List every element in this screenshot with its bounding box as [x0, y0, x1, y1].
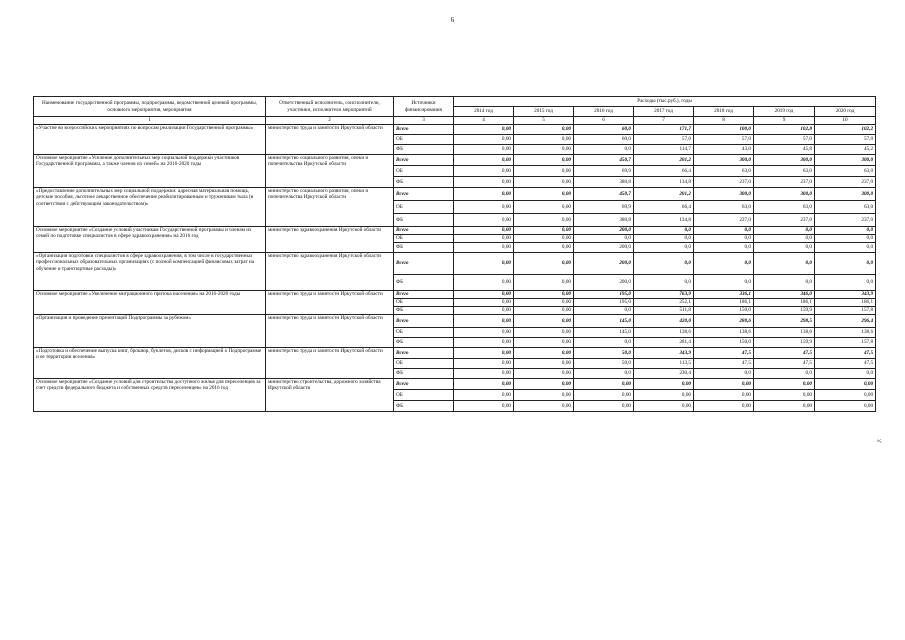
- activity-name: «Организация и проведение презентаций Подпрограммы за рубежом»: [34, 315, 266, 348]
- expense-value: 511,8: [634, 307, 694, 315]
- expense-value: 0,00: [454, 177, 514, 188]
- funding-source: ФБ: [394, 177, 454, 188]
- expense-value: 113,5: [634, 359, 694, 369]
- expense-value: 0,00: [514, 338, 574, 348]
- expense-value: 0,00: [514, 188, 574, 201]
- expense-value: 763,9: [634, 291, 694, 299]
- expense-value: 0,00: [454, 145, 514, 155]
- expense-value: 63,0: [815, 166, 876, 177]
- expense-value: 0,0: [754, 275, 815, 291]
- expense-value: 0,0: [694, 275, 754, 291]
- expense-value: 138,6: [815, 328, 876, 338]
- funding-source: ФБ: [394, 338, 454, 348]
- expense-value: 45,2: [815, 145, 876, 155]
- funding-source: ФБ: [394, 214, 454, 227]
- expense-value: 0,00: [514, 166, 574, 177]
- expense-value: 0,00: [815, 401, 876, 412]
- expense-value: 63,0: [754, 166, 815, 177]
- funding-source: ФБ: [394, 369, 454, 379]
- expense-value: 150,0: [694, 307, 754, 315]
- expense-value: 195,0: [574, 299, 634, 307]
- expense-value: 0,00: [514, 253, 574, 275]
- expense-value: 0,00: [454, 307, 514, 315]
- expense-value: 0,0: [815, 275, 876, 291]
- expense-value: 343,9: [634, 348, 694, 359]
- expense-value: 0,00: [454, 214, 514, 227]
- activity-name: Основное мероприятие «Создание условий для строительства доступного жилья для переселенцев за счет средств федерального бюджета и собственных средств переселенцев» на 2016 год: [34, 379, 266, 412]
- funding-source: Всего: [394, 315, 454, 328]
- expense-value: 0,0: [694, 235, 754, 243]
- expense-value: 0,0: [815, 235, 876, 243]
- expense-value: 288,6: [694, 315, 754, 328]
- expense-value: 0,00: [514, 359, 574, 369]
- table-row: [34, 291, 876, 299]
- expense-value: 380,8: [574, 214, 634, 227]
- expense-value: 0,00: [514, 135, 574, 145]
- expense-value: 43,0: [694, 145, 754, 155]
- column-number: 10: [815, 117, 876, 125]
- expense-value: 0,0: [754, 253, 815, 275]
- activity-name: «Организация подготовки специалистов в сфере здравоохранения, в том числе в государственных профессиональных образовательных организациях (с полной компенсацией финансовых затрат на обучение и транспортные расходы)»: [34, 253, 266, 291]
- expense-value: 63,0: [694, 166, 754, 177]
- expense-value: 0,0: [815, 253, 876, 275]
- activity-name: Основное мероприятие «Создание условий участникам Государственной программы и членам их семей по подготовке специалистов в сфере здравоохранения» на 2016 год: [34, 227, 266, 253]
- expense-value: 0,0: [634, 275, 694, 291]
- expense-value: 0,00: [754, 379, 815, 390]
- table-row: [34, 315, 876, 328]
- expense-value: 0,00: [514, 235, 574, 243]
- closing-quote-mark: »;: [877, 438, 882, 444]
- responsible-executor: министерство здравоохранения Иркутской области: [266, 253, 394, 291]
- table-row: [34, 155, 876, 166]
- responsible-executor: министерство труда и занятости Иркутской области: [266, 291, 394, 315]
- financing-table: [33, 96, 876, 412]
- funding-source: Всего: [394, 291, 454, 299]
- expense-value: 0,0: [634, 253, 694, 275]
- funding-source: Всего: [394, 348, 454, 359]
- header-year: 2020 год: [815, 107, 876, 117]
- responsible-executor: министерство здравоохранения Иркутской области: [266, 227, 394, 253]
- expense-value: 0,00: [815, 390, 876, 401]
- expense-value: 0,00: [454, 390, 514, 401]
- expense-value: 237,0: [754, 214, 815, 227]
- expense-value: 0,00: [514, 299, 574, 307]
- table-row: [34, 227, 876, 235]
- funding-source: ФБ: [394, 275, 454, 291]
- expense-value: 0,00: [454, 369, 514, 379]
- expense-value: 201,2: [634, 155, 694, 166]
- expense-value: 0,00: [514, 390, 574, 401]
- expense-value: 66,4: [634, 201, 694, 214]
- expense-value: 0,0: [574, 307, 634, 315]
- expense-value: 300,0: [815, 155, 876, 166]
- expense-value: 0,00: [454, 166, 514, 177]
- funding-source: Всего: [394, 379, 454, 390]
- expense-value: 186,1: [815, 299, 876, 307]
- header-responsible: Ответственный исполнитель, соисполнители, участники, исполнители мероприятий: [266, 97, 394, 117]
- expense-value: 0,0: [754, 243, 815, 253]
- expense-value: 0,0: [694, 227, 754, 235]
- expense-value: 0,00: [454, 155, 514, 166]
- expense-value: 0,00: [454, 125, 514, 135]
- header-year: 2018 год: [694, 107, 754, 117]
- table-row: [34, 125, 876, 135]
- column-number-row: [34, 117, 876, 125]
- expense-value: 57,0: [754, 135, 815, 145]
- expense-value: 0,0: [754, 369, 815, 379]
- column-number: 5: [514, 117, 574, 125]
- expense-value: 47,5: [754, 348, 815, 359]
- expense-value: 0,00: [454, 328, 514, 338]
- expense-value: 47,5: [815, 348, 876, 359]
- expense-value: 200,0: [574, 243, 634, 253]
- expense-value: 300,0: [754, 155, 815, 166]
- expense-value: 252,1: [634, 299, 694, 307]
- activity-name: «Подготовка и обеспечение выпуска книг, брошюр, буклетов, дисков с информацией о Подпрограмме и ее территории вселения»: [34, 348, 266, 379]
- expense-value: 0,0: [815, 227, 876, 235]
- expense-value: 0,00: [514, 201, 574, 214]
- expense-value: 0,0: [634, 235, 694, 243]
- expense-value: 0,00: [454, 338, 514, 348]
- expense-value: 0,0: [634, 243, 694, 253]
- expense-value: 60,0: [574, 125, 634, 135]
- expense-value: 0,0: [574, 235, 634, 243]
- expense-value: 201,2: [634, 188, 694, 201]
- activity-name: Основное мероприятие «Усиление дополнительных мер социальной поддержки участников Государственной программы, а также членов их семей» на 2016-2020 годы: [34, 155, 266, 188]
- expense-value: 0,00: [514, 401, 574, 412]
- responsible-executor: министерство труда и занятости Иркутской области: [266, 348, 394, 379]
- expense-value: 346,0: [754, 291, 815, 299]
- expense-value: 0,00: [754, 401, 815, 412]
- funding-source: Всего: [394, 155, 454, 166]
- expense-value: 200,0: [574, 275, 634, 291]
- expense-value: 63,0: [815, 201, 876, 214]
- expense-value: 63,0: [694, 201, 754, 214]
- expense-value: 237,0: [694, 214, 754, 227]
- expense-value: 134,8: [634, 177, 694, 188]
- expense-value: 0,00: [694, 390, 754, 401]
- expense-value: 0,00: [514, 243, 574, 253]
- expense-value: 0,00: [514, 275, 574, 291]
- expense-value: 145,0: [574, 315, 634, 328]
- expense-value: 0,00: [514, 177, 574, 188]
- column-number: 8: [694, 117, 754, 125]
- expense-value: 0,00: [454, 315, 514, 328]
- expense-value: 450,7: [574, 155, 634, 166]
- funding-source: ОБ: [394, 166, 454, 177]
- expense-value: 0,0: [574, 369, 634, 379]
- expense-value: 0,00: [754, 390, 815, 401]
- responsible-executor: министерство строительства, дорожного хозяйства Иркутской области: [266, 379, 394, 412]
- expense-value: 343,9: [815, 291, 876, 299]
- header-year: 2017 год: [634, 107, 694, 117]
- funding-source: Всего: [394, 253, 454, 275]
- activity-name: «Предоставление дополнительных мер социальной поддержки: адресная материальная помощь, детские пособия, льготное лекарственное обеспечение реабилитированным и труженикам тыла (в соответствии с действующим законодательством)»: [34, 188, 266, 227]
- expense-value: 145,0: [574, 328, 634, 338]
- activity-name: «Участие во всероссийских мероприятиях по вопросам реализации Государственной программы»: [34, 125, 266, 155]
- funding-source: ОБ: [394, 135, 454, 145]
- header-expenses: Расходы (тыс.руб.), годы: [454, 97, 876, 107]
- expense-value: 0,00: [514, 291, 574, 299]
- expense-value: 57,0: [694, 135, 754, 145]
- expense-value: 186,1: [754, 299, 815, 307]
- column-number: 4: [454, 117, 514, 125]
- funding-source: Всего: [394, 125, 454, 135]
- responsible-executor: министерство труда и занятости Иркутской области: [266, 125, 394, 155]
- expense-value: 0,00: [514, 348, 574, 359]
- expense-value: 0,00: [514, 369, 574, 379]
- expense-value: 159,9: [754, 338, 815, 348]
- expense-value: 300,0: [694, 188, 754, 201]
- expense-value: 300,0: [694, 155, 754, 166]
- expense-value: 336,1: [694, 291, 754, 299]
- expense-value: 0,00: [694, 379, 754, 390]
- expense-value: 0,00: [514, 315, 574, 328]
- expense-value: 138,6: [754, 328, 815, 338]
- header-year: 2015 год: [514, 107, 574, 117]
- expense-value: 0,00: [514, 145, 574, 155]
- expense-value: 157,8: [815, 307, 876, 315]
- funding-source: ФБ: [394, 401, 454, 412]
- table-row: [34, 188, 876, 201]
- expense-value: 159,9: [754, 307, 815, 315]
- expense-value: 0,00: [454, 348, 514, 359]
- expense-value: 300,0: [815, 188, 876, 201]
- expense-value: 200,0: [574, 227, 634, 235]
- expense-value: 69,9: [574, 166, 634, 177]
- expense-value: 47,5: [694, 348, 754, 359]
- table-row: [34, 379, 876, 390]
- expense-value: 100,0: [694, 125, 754, 135]
- column-number: 7: [634, 117, 694, 125]
- expense-value: 50,0: [574, 348, 634, 359]
- expense-value: 157,8: [815, 338, 876, 348]
- expense-value: 102,8: [754, 125, 815, 135]
- expense-value: 69,9: [574, 201, 634, 214]
- funding-source: ОБ: [394, 390, 454, 401]
- expense-value: 0,00: [574, 379, 634, 390]
- expense-value: 0,0: [694, 243, 754, 253]
- expense-value: 0,00: [454, 188, 514, 201]
- expense-value: 237,0: [815, 177, 876, 188]
- expense-value: 0,0: [574, 338, 634, 348]
- header-year: 2019 год: [754, 107, 815, 117]
- expense-value: 0,00: [694, 401, 754, 412]
- column-number: 9: [754, 117, 815, 125]
- expense-value: 0,0: [815, 243, 876, 253]
- expense-value: 186,1: [694, 299, 754, 307]
- header-year: 2016 год: [574, 107, 634, 117]
- column-number: 6: [574, 117, 634, 125]
- expense-value: 66,4: [634, 166, 694, 177]
- expense-value: 0,00: [514, 125, 574, 135]
- expense-value: 138,6: [694, 328, 754, 338]
- expense-value: 150,0: [694, 338, 754, 348]
- expense-value: 0,0: [634, 227, 694, 235]
- expense-value: 45,8: [754, 145, 815, 155]
- expense-value: 0,0: [694, 369, 754, 379]
- expense-value: 0,00: [514, 227, 574, 235]
- expense-value: 0,00: [454, 401, 514, 412]
- funding-source: ОБ: [394, 328, 454, 338]
- funding-source: ОБ: [394, 201, 454, 214]
- expense-value: 0,00: [454, 243, 514, 253]
- expense-value: 0,00: [574, 401, 634, 412]
- expense-value: 0,00: [454, 201, 514, 214]
- funding-source: Всего: [394, 227, 454, 235]
- expense-value: 0,00: [634, 401, 694, 412]
- expense-value: 298,5: [754, 315, 815, 328]
- funding-source: ФБ: [394, 145, 454, 155]
- expense-value: 300,0: [754, 188, 815, 201]
- expense-value: 47,5: [754, 359, 815, 369]
- expense-value: 0,0: [754, 227, 815, 235]
- expense-value: 102,2: [815, 125, 876, 135]
- expense-value: 0,00: [634, 390, 694, 401]
- expense-value: 380,8: [574, 177, 634, 188]
- expense-value: 57,0: [815, 135, 876, 145]
- expense-value: 0,00: [454, 253, 514, 275]
- expense-value: 0,00: [514, 307, 574, 315]
- column-number: 1: [34, 117, 266, 125]
- expense-value: 47,5: [815, 359, 876, 369]
- expense-value: 57,0: [634, 135, 694, 145]
- funding-source: ОБ: [394, 235, 454, 243]
- funding-source: ОБ: [394, 359, 454, 369]
- expense-value: 200,0: [574, 253, 634, 275]
- page-number: 6: [450, 16, 455, 24]
- table-row: [34, 348, 876, 359]
- header-name: Наименование государственной программы, подпрограммы, ведомственной целевой программы, основного мероприятия, мероприятия: [34, 97, 266, 117]
- expense-value: 230,4: [634, 369, 694, 379]
- expense-value: 237,0: [815, 214, 876, 227]
- expense-value: 237,0: [694, 177, 754, 188]
- expense-value: 138,6: [634, 328, 694, 338]
- responsible-executor: министерство социального развития, опеки и попечительства Иркутской области: [266, 188, 394, 227]
- expense-value: 296,4: [815, 315, 876, 328]
- funding-source: ФБ: [394, 307, 454, 315]
- header-year: 2014 год: [454, 107, 514, 117]
- expense-value: 0,00: [454, 275, 514, 291]
- expense-value: 0,00: [454, 235, 514, 243]
- expense-value: 114,7: [634, 145, 694, 155]
- column-number: 3: [394, 117, 454, 125]
- expense-value: 63,0: [754, 201, 815, 214]
- expense-value: 0,00: [454, 379, 514, 390]
- expense-value: 134,8: [634, 214, 694, 227]
- expense-value: 60,0: [574, 135, 634, 145]
- expense-value: 281,4: [634, 338, 694, 348]
- expense-value: 0,00: [514, 214, 574, 227]
- column-number: 2: [266, 117, 394, 125]
- funding-source: ФБ: [394, 243, 454, 253]
- expense-value: 450,7: [574, 188, 634, 201]
- funding-source: ОБ: [394, 299, 454, 307]
- header-source: Источники финансирования: [394, 97, 454, 117]
- expense-value: 0,00: [815, 379, 876, 390]
- table-row: [34, 253, 876, 275]
- expense-value: 195,0: [574, 291, 634, 299]
- expense-value: 0,00: [634, 379, 694, 390]
- expense-value: 0,00: [454, 291, 514, 299]
- expense-value: 47,5: [694, 359, 754, 369]
- expense-value: 0,00: [454, 359, 514, 369]
- expense-value: 237,0: [754, 177, 815, 188]
- responsible-executor: министерство социального развития, опеки и попечительства Иркутской области: [266, 155, 394, 188]
- expense-value: 420,0: [634, 315, 694, 328]
- expense-value: 0,0: [815, 369, 876, 379]
- expense-value: 0,0: [694, 253, 754, 275]
- expense-value: 0,00: [454, 135, 514, 145]
- funding-source: Всего: [394, 188, 454, 201]
- expense-value: 0,00: [574, 390, 634, 401]
- activity-name: Основное мероприятие «Увеличение миграционного притока населения» на 2016-2020 годы: [34, 291, 266, 315]
- expense-value: 0,0: [574, 145, 634, 155]
- responsible-executor: министерство труда и занятости Иркутской области: [266, 315, 394, 348]
- expense-value: 171,7: [634, 125, 694, 135]
- expense-value: 0,00: [454, 299, 514, 307]
- expense-value: 0,00: [514, 379, 574, 390]
- expense-value: 50,0: [574, 359, 634, 369]
- expense-value: 0,00: [454, 227, 514, 235]
- expense-value: 0,0: [754, 235, 815, 243]
- expense-value: 0,00: [514, 328, 574, 338]
- expense-value: 0,00: [514, 155, 574, 166]
